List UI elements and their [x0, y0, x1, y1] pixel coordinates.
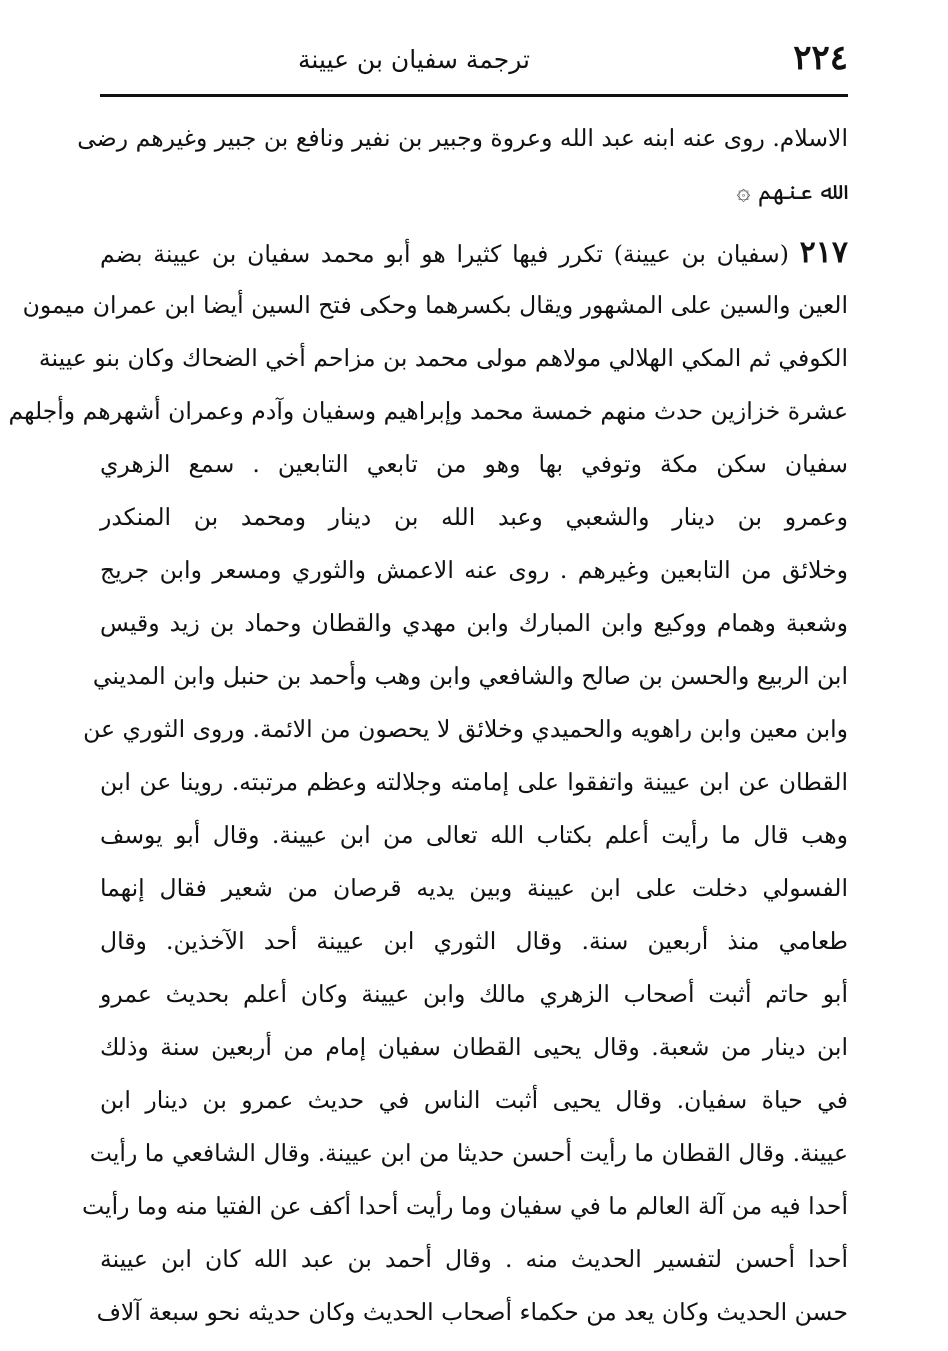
page-header	[100, 30, 848, 88]
text-line: سفيان سكن مكة وتوفي بها وهو من تابعي التابعين . سمع الزهري	[100, 450, 848, 478]
text-line: وابن معين وابن راهويه والحميدي وخلائق لا يحصون من الائمة. وروى الثوري عن	[83, 715, 848, 743]
text-line: طعامي منذ أربعين سنة. وقال الثوري ابن عيينة أحد الآخذين. وقال	[100, 927, 848, 955]
text-line: أحدا فيه من آلة العالم ما في سفيان وما رأيت أحدا أكف عن الفتيا منه وما رأيت	[81, 1192, 848, 1220]
text-line: وشعبة وهمام ووكيع وابن المبارك وابن مهدي والقطان وحماد بن زيد وقيس	[100, 609, 848, 637]
text-line: الاسلام. روى عنه ابنه عبد الله وعروة وجبير بن نفير ونافع بن جبير وغيرهم رضى	[77, 124, 848, 152]
text-line: ابن دينار من شعبة. وقال يحيى القطان سفيان إمام من أربعين سنة وذلك	[100, 1033, 848, 1061]
text-line: عيينة. وقال القطان ما رأيت أحسن حديثا من ابن عيينة. وقال الشافعي ما رأيت	[89, 1139, 848, 1167]
body-text	[8, 112, 848, 1339]
text-line: أبو حاتم أثبت أصحاب الزهري مالك وابن عيينة وكان أعلم بحديث عمرو	[100, 980, 848, 1008]
header-rule	[100, 94, 848, 97]
text-line: العين والسين على المشهور ويقال بكسرهما وحكى فتح السين أيضا ابن عمران ميمون	[22, 291, 848, 319]
text-line: الفسولي دخلت على ابن عيينة وبين يديه قرصان من شعير فقال إنهما	[100, 874, 848, 902]
text-line: القطان عن ابن عيينة واتفقوا على إمامته وجلالته وعظم مرتبته. روينا عن ابن	[100, 768, 848, 796]
text-line: الكوفي ثم المكي الهلالي مولاهم مولى محمد بن مزاحم أخي الضحاك وكان بنو عيينة	[38, 344, 848, 372]
entry-number: ٢١٧	[799, 235, 848, 270]
text-line: عشرة خزازين حدث منهم خمسة محمد وإبراهيم وسفيان وآدم وعمران أشهرهم وأجلهم	[8, 397, 848, 425]
page-number: ٢٢٤	[793, 38, 848, 78]
entry-text: (سفيان بن عيينة) تكرر فيها كثيرا هو أبو محمد سفيان بن عيينة بضم	[100, 240, 789, 268]
text-line: وخلائق من التابعين وغيرهم . روى عنه الاعمش والثوري ومسعر وابن جريج	[100, 556, 848, 584]
paragraph-gap	[100, 218, 848, 226]
entry-first-line	[100, 226, 848, 279]
text-line: أحدا أحسن لتفسير الحديث منه . وقال أحمد بن عبد الله كان ابن عيينة	[100, 1245, 848, 1273]
text-line: ابن الربيع والحسن بن صالح والشافعي وابن وهب وأحمد بن حنبل وابن المديني	[92, 662, 848, 690]
running-title: ترجمة سفيان بن عيينة	[298, 45, 530, 74]
text-line: وهب قال ما رأيت أعلم بكتاب الله تعالى من ابن عيينة. وقال أبو يوسف	[100, 821, 848, 849]
text-line: الله عنهم ۞	[736, 177, 848, 205]
text-line: وعمرو بن دينار والشعبي وعبد الله بن دينار ومحمد بن المنكدر	[100, 503, 848, 531]
text-line: في حياة سفيان. وقال يحيى أثبت الناس في حديث عمرو بن دينار ابن	[100, 1086, 848, 1114]
text-line: حسن الحديث وكان يعد من حكماء أصحاب الحديث وكان حديثه نحو سبعة آلاف	[96, 1298, 848, 1326]
